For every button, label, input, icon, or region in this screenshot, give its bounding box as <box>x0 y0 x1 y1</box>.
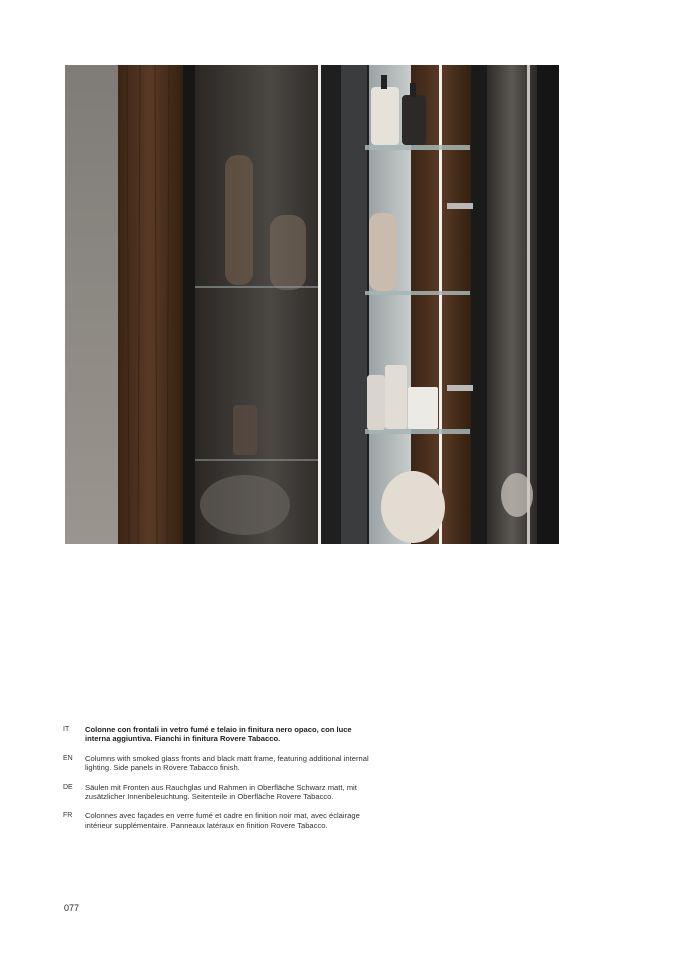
caption-text: Columns with smoked glass fronts and black matt frame, featuring additional internal lighting. Side panels in Rovere Tabacco finish. <box>85 753 369 773</box>
language-code: EN <box>63 754 73 762</box>
soap-bottle <box>371 87 399 145</box>
wall-area <box>65 65 120 544</box>
page-number: 077 <box>64 903 80 913</box>
caption-text: Colonnes avec façades en verre fumé et cadre en finition noir mat, avec éclairage intérieur supplémentaire. Panneaux latéraux en finition Rovere Tabacco. <box>85 811 360 830</box>
language-code: IT <box>63 726 70 733</box>
glass-shelf <box>365 145 470 150</box>
vase <box>369 213 397 291</box>
glass-shelf <box>365 291 470 295</box>
caption-en <box>63 754 373 773</box>
round-vase <box>381 471 445 543</box>
language-code: DE <box>63 783 73 791</box>
caption-it <box>63 725 373 744</box>
language-code: FR <box>63 812 73 820</box>
smoked-glass-door-left <box>195 65 320 544</box>
caption-de <box>63 783 373 802</box>
caption-text: Säulen mit Fronten aus Rauchglas und Rahmen in Oberfläche Schwarz matt, mit zusätzlicher Innenbeleuchtung. Seitenteile in Oberfläche Rovere Tabacco. <box>85 782 357 802</box>
caption-block <box>63 725 373 840</box>
soap-bottle <box>402 95 426 145</box>
product-photo <box>65 65 559 544</box>
caption-fr <box>63 811 373 830</box>
caption-text: Colonne con frontali in vetro fumé e telaio in finitura nero opaco, con luce interna aggiuntiva. Fianchi in finitura Rovere Tabacco. <box>85 725 352 744</box>
